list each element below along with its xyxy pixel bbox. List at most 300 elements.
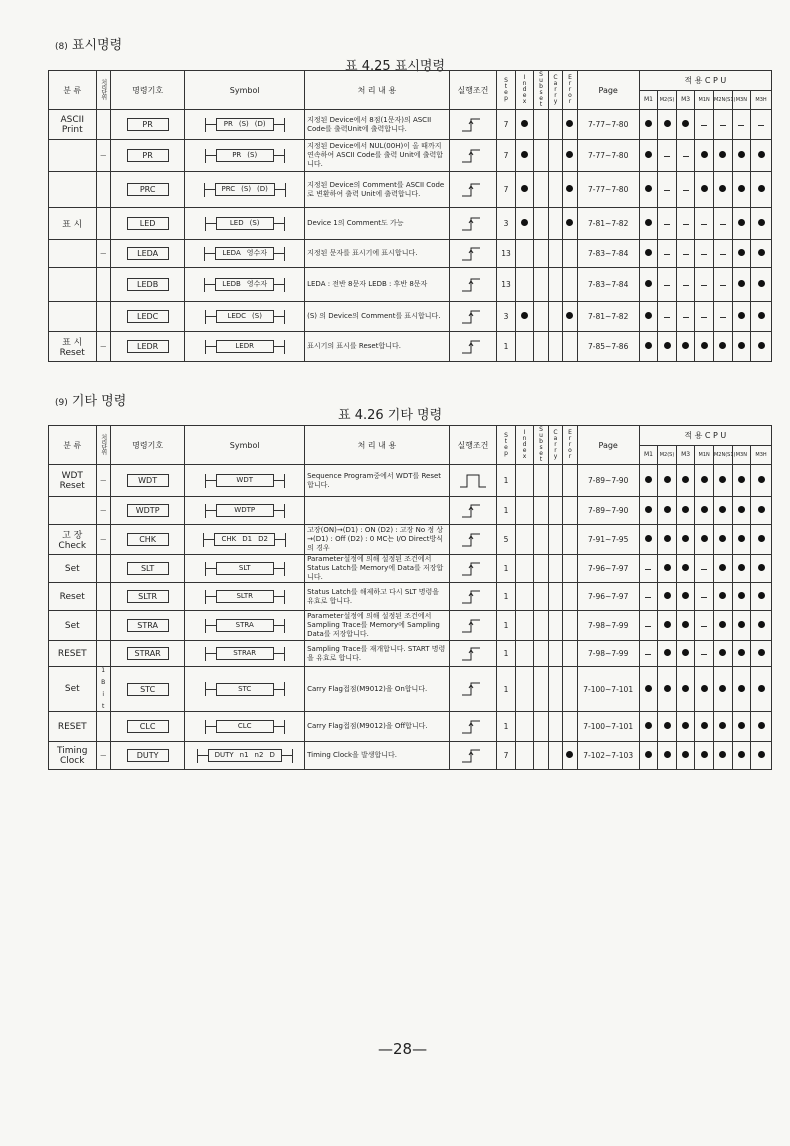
error-cell [563,140,577,172]
step-cell: 1 [497,332,516,362]
applicable-dot [664,722,671,729]
symbol-box [216,149,274,162]
ladder-symbol [185,590,304,604]
unit-cell [96,332,110,362]
cpu-cell [658,497,677,525]
symbol-box [208,749,282,762]
cpu-cell [751,742,772,770]
subset-cell [534,583,548,611]
not-applicable-dash [701,224,707,225]
not-applicable-dash [664,317,670,318]
step-cell: 1 [497,465,516,497]
symbol-cell [185,555,305,583]
subset-cell [534,611,548,641]
cpu-cell [751,172,772,208]
step-cell: 1 [497,641,516,667]
cpu-cell [713,208,732,240]
applicable-dot [566,219,573,226]
unit-cell [96,497,110,525]
applicable-dot [719,151,726,158]
cpu-cell [639,525,658,555]
error-cell [563,497,577,525]
mnemonic-cell [110,742,184,770]
cpu-cell [751,240,772,268]
mnemonic-cell [110,268,184,302]
cpu-cell [751,268,772,302]
applicable-dot [719,685,726,692]
unit-cell [96,302,110,332]
condition-cell [449,712,497,742]
symbol-operand: (S) [252,312,262,320]
table-row [49,611,772,641]
cpu-cell [732,268,751,302]
symbol-cell [185,208,305,240]
table-row [49,555,772,583]
unit-cell [96,240,110,268]
carry-cell [548,465,562,497]
page-cell: 7-98~7-99 [577,611,639,641]
category-cell [49,140,97,172]
applicable-dot [719,476,726,483]
mnemonic-cell [110,208,184,240]
index-cell [515,667,534,712]
mnemonic-cell [110,240,184,268]
instruction-mnemonic: PR [127,149,169,162]
symbol-box [216,340,274,353]
ladder-symbol [185,682,304,696]
cpu-cell [658,525,677,555]
subset-cell [534,268,548,302]
symbol-cell [185,742,305,770]
instruction-mnemonic: LEDB [127,278,169,291]
hdr-cpu: M2(S) [658,445,677,465]
process-cell: 지정된 Device에서 8점(1문자)의 ASCII Code를 출력Unit에 출력합니다. [305,110,450,140]
cpu-cell [695,208,714,240]
symbol-box [215,247,274,260]
applicable-dot [738,312,745,319]
cpu-cell [639,555,658,583]
not-applicable-dash [683,190,689,191]
symbol-box [216,619,274,632]
process-cell: Sequence Program중에서 WDT를 Reset합니다. [305,465,450,497]
cpu-cell [658,110,677,140]
applicable-dot [738,151,745,158]
applicable-dot [738,649,745,656]
cpu-cell [713,140,732,172]
applicable-dot [738,685,745,692]
step-cell: 1 [497,667,516,712]
cpu-cell [732,583,751,611]
cpu-cell [695,172,714,208]
condition-cell [449,302,497,332]
cpu-cell [751,712,772,742]
condition-cell [449,555,497,583]
table-row [49,667,772,712]
applicable-dot [645,506,652,513]
cpu-cell [658,611,677,641]
cpu-cell [732,497,751,525]
applicable-dot [682,685,689,692]
ladder-symbol [185,533,304,547]
instruction-mnemonic: LEDC [127,310,169,323]
symbol-cell [185,110,305,140]
process-cell: LEDA : 전반 8문자 LEDB : 후반 8문자 [305,268,450,302]
cpu-cell [732,712,751,742]
applicable-dot [738,564,745,571]
hdr-cpu: M3N [732,445,751,465]
applicable-dot [664,476,671,483]
applicable-dot [682,506,689,513]
applicable-dot [758,342,765,349]
ladder-symbol [185,278,304,292]
mnemonic-cell [110,497,184,525]
cpu-cell [639,240,658,268]
cpu-cell [713,268,732,302]
cpu-cell [639,140,658,172]
subset-cell [534,140,548,172]
cpu-cell [751,110,772,140]
cpu-cell [639,268,658,302]
applicable-dot [738,592,745,599]
applicable-dot [738,219,745,226]
cpu-cell [751,525,772,555]
applicable-dot [758,685,765,692]
symbol-operand: 영수자 [246,249,268,257]
cpu-cell [713,497,732,525]
category-cell: RESET [49,641,97,667]
subset-cell [534,555,548,583]
applicable-dot [738,506,745,513]
hdr-category: 분 류 [49,71,97,110]
step-cell: 13 [497,240,516,268]
cpu-cell [732,240,751,268]
applicable-dot [682,722,689,729]
category-cell: Set [49,555,97,583]
symbol-operand: 영수자 [246,280,268,288]
unit-cell [96,268,110,302]
carry-cell [548,555,562,583]
category-cell: Reset [49,583,97,611]
unit-cell [96,525,110,555]
hdr-cpu: M1N [695,445,714,465]
instruction-mnemonic: DUTY [127,749,169,762]
applicable-dot [758,151,765,158]
carry-cell [548,240,562,268]
step-cell: 1 [497,712,516,742]
cpu-cell [676,497,695,525]
error-cell [563,172,577,208]
cpu-cell [713,742,732,770]
cpu-cell [695,641,714,667]
applicable-dot [758,564,765,571]
symbol-box [216,118,274,131]
page-cell: 7-96~7-97 [577,583,639,611]
condition-cell [449,465,497,497]
table-row [49,641,772,667]
applicable-dot [566,185,573,192]
symbol-operand: (S) [249,219,260,227]
index-cell [515,208,534,240]
error-cell [563,742,577,770]
index-cell [515,465,534,497]
cpu-cell [751,208,772,240]
symbol-box [216,590,274,603]
applicable-dot [566,751,573,758]
category-cell [49,302,97,332]
hdr-cpu: M3 [676,445,695,465]
mnemonic-cell [110,712,184,742]
category-cell [49,172,97,208]
carry-cell [548,208,562,240]
unit-cell [96,667,110,712]
not-applicable-dash [701,597,707,598]
cpu-cell [751,667,772,712]
cpu-cell [713,240,732,268]
table-display-instructions [48,70,772,362]
cpu-cell [639,332,658,362]
hdr-cpu: M1 [639,90,658,110]
error-cell [563,240,577,268]
not-applicable-dash [701,285,707,286]
hdr-category: 분 류 [49,426,97,465]
step-cell: 7 [497,172,516,208]
not-applicable-dash [664,190,670,191]
cpu-cell [695,742,714,770]
symbol-cell [185,240,305,268]
symbol-box [215,278,274,291]
condition-cell [449,742,497,770]
not-applicable-dash [645,569,651,570]
applicable-dot [682,342,689,349]
rising-edge-icon [458,747,488,765]
cpu-cell [713,712,732,742]
symbol-cell [185,140,305,172]
page-cell: 7-77~7-80 [577,140,639,172]
step-cell: 1 [497,497,516,525]
table1-caption: 표 4.25 표시명령 [345,59,446,74]
symbol-cell [185,172,305,208]
rising-edge-icon [458,181,488,199]
not-applicable-dash [720,125,726,126]
applicable-dot [758,506,765,513]
step-cell: 3 [497,208,516,240]
cpu-cell [695,332,714,362]
condition-cell [449,611,497,641]
page-cell: 7-98~7-99 [577,641,639,667]
cpu-cell [676,140,695,172]
symbol-cell [185,611,305,641]
category-cell: 표 시 [49,208,97,240]
applicable-dot [701,685,708,692]
rising-edge-icon [458,116,488,134]
error-cell [563,712,577,742]
mnemonic-cell [110,110,184,140]
ladder-symbol [185,217,304,231]
index-cell [515,110,534,140]
symbol-operand: n2 [254,751,264,759]
ladder-symbol [185,749,304,763]
process-cell: 표시기의 표시를 Reset합니다. [305,332,450,362]
applicable-dot [719,621,726,628]
applicable-dot [682,564,689,571]
cpu-cell [732,525,751,555]
cpu-cell [751,497,772,525]
page-cell: 7-81~7-82 [577,302,639,332]
cpu-cell [713,110,732,140]
step-cell: 3 [497,302,516,332]
not-applicable-dash [701,254,707,255]
applicable-dot [521,120,528,127]
cpu-cell [676,611,695,641]
cpu-cell [713,667,732,712]
error-cell [563,611,577,641]
index-cell [515,742,534,770]
step-cell: 7 [497,742,516,770]
process-cell: Status Latch를 해제하고 다시 SLT 명령을 유효로 합니다. [305,583,450,611]
hdr-cpu: M3H [751,445,772,465]
cpu-cell [639,742,658,770]
pulse-icon [458,472,488,490]
unit-cell [96,641,110,667]
condition-cell [449,497,497,525]
applicable-dot [682,535,689,542]
table-row [49,525,772,555]
mnemonic-cell [110,525,184,555]
applicable-dot [758,249,765,256]
cpu-cell [695,268,714,302]
process-cell: Sampling Trace를 재개합니다. START 명령을 유효로 합니다. [305,641,450,667]
symbol-operand: (S) [247,151,258,159]
table-row [49,465,772,497]
page-number: —28— [378,1040,428,1058]
condition-cell [449,110,497,140]
carry-cell [548,497,562,525]
applicable-dot [701,476,708,483]
mnemonic-cell [110,667,184,712]
error-cell [563,208,577,240]
subset-cell [534,465,548,497]
rising-edge-icon [458,680,488,698]
table-row [49,110,772,140]
cpu-cell [639,712,658,742]
symbol-operand: LEDB [222,280,241,288]
hdr-carry: Carry [548,71,562,110]
subset-cell [534,667,548,712]
applicable-dot [719,506,726,513]
applicable-dot [645,185,652,192]
hdr-cpu: M3 [676,90,695,110]
hdr-cpu: M3H [751,90,772,110]
table-row [49,240,772,268]
symbol-operand: PRC [221,185,236,193]
table-row [49,172,772,208]
hdr-subset: Subset [534,426,548,465]
symbol-cell [185,268,305,302]
condition-cell [449,583,497,611]
cpu-cell [658,712,677,742]
unit-cell [96,742,110,770]
cpu-cell [713,332,732,362]
subset-cell [534,240,548,268]
applicable-dot [566,312,573,319]
applicable-dot [682,751,689,758]
cpu-cell [676,110,695,140]
mnemonic-cell [110,611,184,641]
carry-cell [548,140,562,172]
instruction-mnemonic: WDT [127,474,169,487]
hdr-process: 처 리 내 용 [305,71,450,110]
symbol-box [214,533,274,546]
step-cell: 1 [497,583,516,611]
symbol-operand: LEDC [227,312,247,320]
applicable-dot [645,312,652,319]
instruction-mnemonic: LED [127,217,169,230]
applicable-dot [719,751,726,758]
subset-cell [534,742,548,770]
symbol-operand: STRAR [233,649,257,657]
cpu-cell [658,465,677,497]
applicable-dot [566,151,573,158]
not-applicable-dash [738,125,744,126]
cpu-cell [676,555,695,583]
category-cell [49,240,97,268]
cpu-cell [713,583,732,611]
page-cell: 7-81~7-82 [577,208,639,240]
applicable-dot [738,722,745,729]
carry-cell [548,172,562,208]
applicable-dot [521,219,528,226]
index-cell [515,302,534,332]
symbol-box [216,720,274,733]
applicable-dot [738,280,745,287]
applicable-dot [758,621,765,628]
rising-edge-icon [458,308,488,326]
mnemonic-cell [110,140,184,172]
applicable-dot [664,649,671,656]
carry-cell [548,611,562,641]
cpu-cell [695,555,714,583]
rising-edge-icon [458,245,488,263]
ladder-symbol [185,183,304,197]
step-cell: 1 [497,555,516,583]
step-cell: 7 [497,140,516,172]
carry-cell [548,641,562,667]
instruction-mnemonic: WDTP [127,504,169,517]
cpu-cell [676,268,695,302]
not-applicable-dash [645,654,651,655]
applicable-dot [566,120,573,127]
rising-edge-icon [458,588,488,606]
applicable-dot [719,722,726,729]
cpu-cell [732,611,751,641]
instruction-mnemonic: LEDA [127,247,169,260]
section8-text: 표시명령 [71,38,123,53]
symbol-cell [185,465,305,497]
unit-cell [96,208,110,240]
cpu-cell [751,302,772,332]
index-cell [515,332,534,362]
hdr-page: Page [577,426,639,465]
table2-caption: 표 4.26 기타 명령 [338,408,443,423]
symbol-cell [185,497,305,525]
applicable-dot [664,592,671,599]
symbol-box [216,310,274,323]
hdr-error: Error [563,426,577,465]
process-cell: Parameter설정에 의해 설정된 조건에서 Status Latch를 Memory에 Data를 저장합니다. [305,555,450,583]
category-cell [49,497,97,525]
page-cell: 7-83~7-84 [577,268,639,302]
symbol-box [215,183,275,196]
